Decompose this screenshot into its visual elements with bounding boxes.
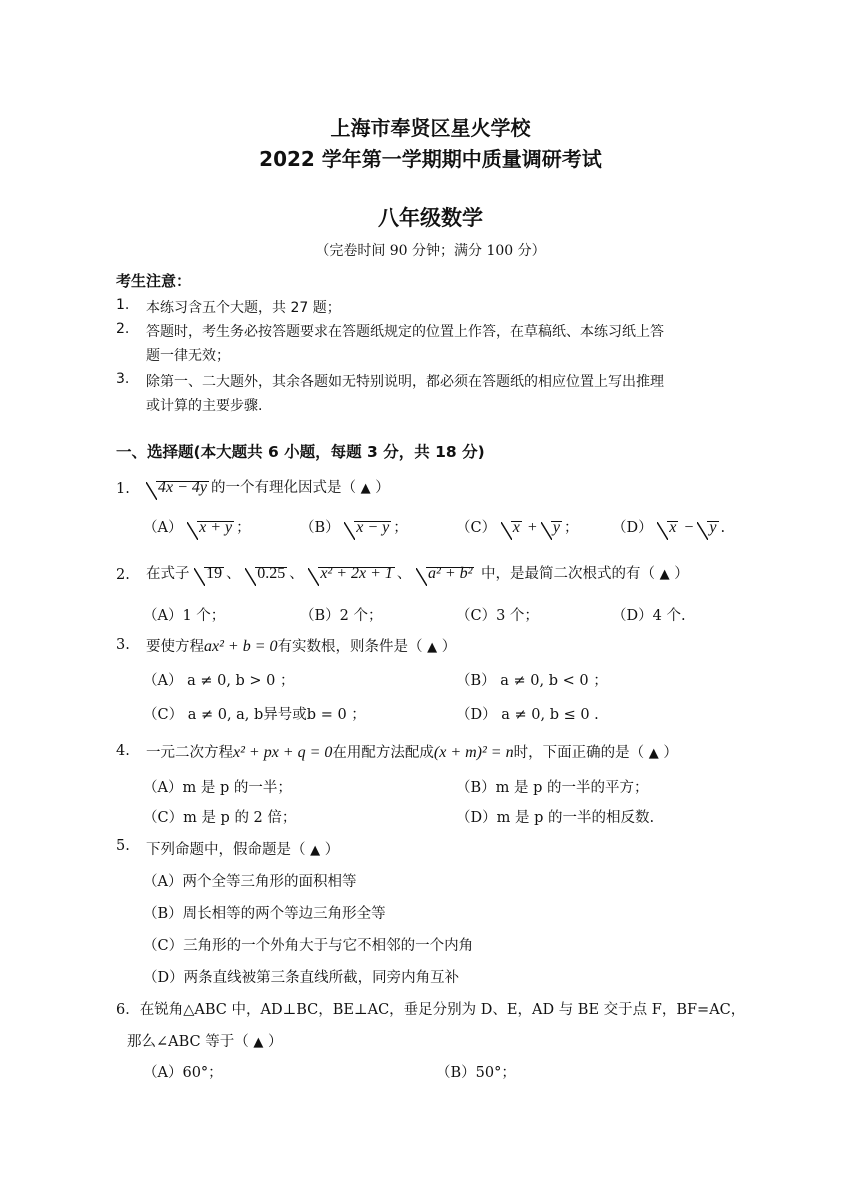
q3-close: ） bbox=[441, 639, 457, 655]
q1-c-sep: ； bbox=[563, 520, 579, 536]
q2-number: 2. bbox=[116, 567, 130, 583]
q1-label-d: （D） bbox=[612, 520, 653, 536]
q1-stem bbox=[146, 476, 390, 497]
q4-stem bbox=[146, 741, 678, 762]
q1-option-b bbox=[300, 516, 408, 537]
q1-stem-text: 的一个有理化因式是（ bbox=[211, 480, 356, 496]
q3-equation: ax² + b = 0 bbox=[204, 638, 278, 655]
q1-a-sep: ； bbox=[236, 520, 251, 536]
q2-radical-3: x² + 2x + 1 bbox=[308, 565, 395, 583]
q2-sep-3: 、 bbox=[396, 566, 412, 582]
q5-option-c: （C）三角形的一个外角大于与它不相邻的一个内角 bbox=[143, 938, 474, 954]
q1-option-d: （D） x − y . bbox=[612, 519, 726, 536]
q1-number: 1. bbox=[116, 481, 130, 497]
notice-num-3: 3. bbox=[116, 371, 130, 387]
q2-answer-mark: ▲ bbox=[659, 567, 670, 582]
q3-option-c: （C） a ≠ 0, a, b异号或b = 0 ； bbox=[143, 707, 366, 723]
section-heading: 一、选择题(本大题共 6 小题，每题 3 分，共 18 分) bbox=[116, 443, 485, 461]
q5-stem bbox=[146, 838, 339, 859]
q2-option-b: （B）2 个； bbox=[300, 608, 383, 624]
q2-sep-1: 、 bbox=[226, 566, 241, 582]
q4-stem-pre: 一元二次方程 bbox=[146, 745, 233, 761]
q3-stem-post: 有实数根，则条件是（ bbox=[277, 639, 423, 655]
q3-answer-mark: ▲ bbox=[427, 640, 438, 655]
q2-option-d: （D）4 个. bbox=[612, 608, 686, 624]
q3-stem bbox=[146, 635, 456, 656]
q4-equation: x² + px + q = 0 bbox=[233, 744, 333, 761]
q1-d-radical-2: y bbox=[697, 519, 718, 537]
subject-title: 八年级数学 bbox=[378, 206, 483, 230]
q1-option-a bbox=[143, 516, 251, 537]
q2-option-c: （C）3 个； bbox=[456, 608, 539, 624]
q6-close: ） bbox=[267, 1034, 283, 1050]
q5-answer-mark: ▲ bbox=[310, 843, 321, 858]
q1-label-b: （B） bbox=[300, 520, 340, 536]
q4-answer-mark: ▲ bbox=[648, 746, 659, 761]
notice-num-2: 2. bbox=[116, 321, 130, 337]
q3-option-a: （A） a ≠ 0, b > 0 ； bbox=[143, 673, 295, 689]
q1-option-c: （C） x + y ； bbox=[456, 519, 579, 536]
q4-stem-mid: 在用配方法配成 bbox=[332, 745, 434, 761]
q2-sep-2: 、 bbox=[289, 566, 304, 582]
q2-radical-1: 19 bbox=[194, 565, 224, 583]
q4-option-c: （C）m 是 p 的 2 倍； bbox=[143, 810, 297, 826]
q1-radical: 4x − 4y bbox=[146, 479, 209, 497]
notice-text-2a: 答题时，考生务必按答题要求在答题纸规定的位置上作答，在草稿纸、本练习纸上答 bbox=[146, 324, 664, 340]
q5-option-b: （B）周长相等的两个等边三角形全等 bbox=[143, 906, 386, 922]
q2-radical-4: a² + b² bbox=[416, 565, 474, 583]
q4-close: ） bbox=[663, 745, 678, 761]
q1-c-radical-1: x bbox=[501, 519, 522, 537]
q2-close: ） bbox=[674, 566, 689, 582]
q5-option-a: （A）两个全等三角形的面积相等 bbox=[143, 874, 357, 890]
notice-text-3b: 或计算的主要步骤. bbox=[146, 398, 263, 414]
q4-option-d: （D）m 是 p 的一半的相反数. bbox=[456, 810, 655, 826]
exam-title: 2022 学年第一学期期中质量调研考试 bbox=[259, 147, 602, 171]
q4-equation-2: (x + m)² = n bbox=[433, 744, 514, 761]
q6-option-a: （A）60°； bbox=[143, 1065, 223, 1081]
q4-option-b: （B）m 是 p 的一半的平方； bbox=[456, 780, 649, 796]
q5-close: ） bbox=[324, 842, 340, 858]
q5-option-d: （D）两条直线被第三条直线所截，同旁内角互补 bbox=[143, 970, 460, 986]
q1-d-radical-1: x bbox=[657, 519, 678, 537]
q2-option-a: （A）1 个； bbox=[143, 608, 226, 624]
q1-b-sep: ； bbox=[393, 520, 408, 536]
q4-number: 4. bbox=[116, 743, 130, 759]
q1-c-radical-2: y bbox=[541, 519, 562, 537]
q3-stem-pre: 要使方程 bbox=[146, 639, 204, 655]
q4-stem-post: 时，下面正确的是（ bbox=[513, 745, 645, 761]
notice-heading: 考生注意： bbox=[116, 272, 192, 290]
q3-option-d: （D） a ≠ 0, b ≤ 0 . bbox=[456, 707, 599, 723]
q1-d-end: . bbox=[720, 520, 726, 536]
notice-text-1: 本练习含五个大题，共 27 题； bbox=[146, 300, 341, 316]
q1-answer-mark: ▲ bbox=[360, 481, 371, 496]
q1-close: ） bbox=[375, 480, 390, 496]
notice-text-2b: 题一律无效； bbox=[146, 348, 230, 364]
notice-text-3a: 除第一、二大题外，其余各题如无特别说明，都必须在答题纸的相应位置上写出推理 bbox=[146, 374, 664, 390]
q2-stem-post: 中，是最简二次根式的有（ bbox=[481, 566, 656, 582]
q6-answer-mark: ▲ bbox=[253, 1035, 264, 1050]
exam-duration: （完卷时间 90 分钟；满分 100 分） bbox=[315, 243, 546, 259]
q5-stem-text: 下列命题中，假命题是（ bbox=[146, 842, 306, 858]
q3-option-b: （B） a ≠ 0, b < 0 ； bbox=[456, 673, 608, 689]
q6-stem-line2 bbox=[127, 1030, 282, 1051]
q2-stem bbox=[146, 562, 689, 583]
q2-radical-2: 0.25 bbox=[245, 565, 287, 583]
q1-label-a: （A） bbox=[143, 520, 183, 536]
q3-number: 3. bbox=[116, 637, 130, 653]
q6-stem-line2-text: 那么∠ABC 等于（ bbox=[127, 1034, 249, 1050]
q1-a-radical: x + y bbox=[187, 519, 234, 537]
school-title: 上海市奉贤区星火学校 bbox=[330, 116, 531, 140]
q4-option-a: （A）m 是 p 的一半； bbox=[143, 780, 292, 796]
q2-stem-pre: 在式子 bbox=[146, 566, 190, 582]
q1-b-radical: x − y bbox=[344, 519, 391, 537]
q6-option-b: （B）50°； bbox=[436, 1065, 516, 1081]
q1-label-c: （C） bbox=[456, 520, 497, 536]
q6-stem-line1: 6．在锐角△ABC 中，AD⊥BC，BE⊥AC，垂足分别为 D、E，AD 与 BE 交于点 F，BF=AC， bbox=[116, 1002, 746, 1018]
notice-num-1: 1. bbox=[116, 297, 130, 313]
q5-number: 5. bbox=[116, 838, 130, 854]
